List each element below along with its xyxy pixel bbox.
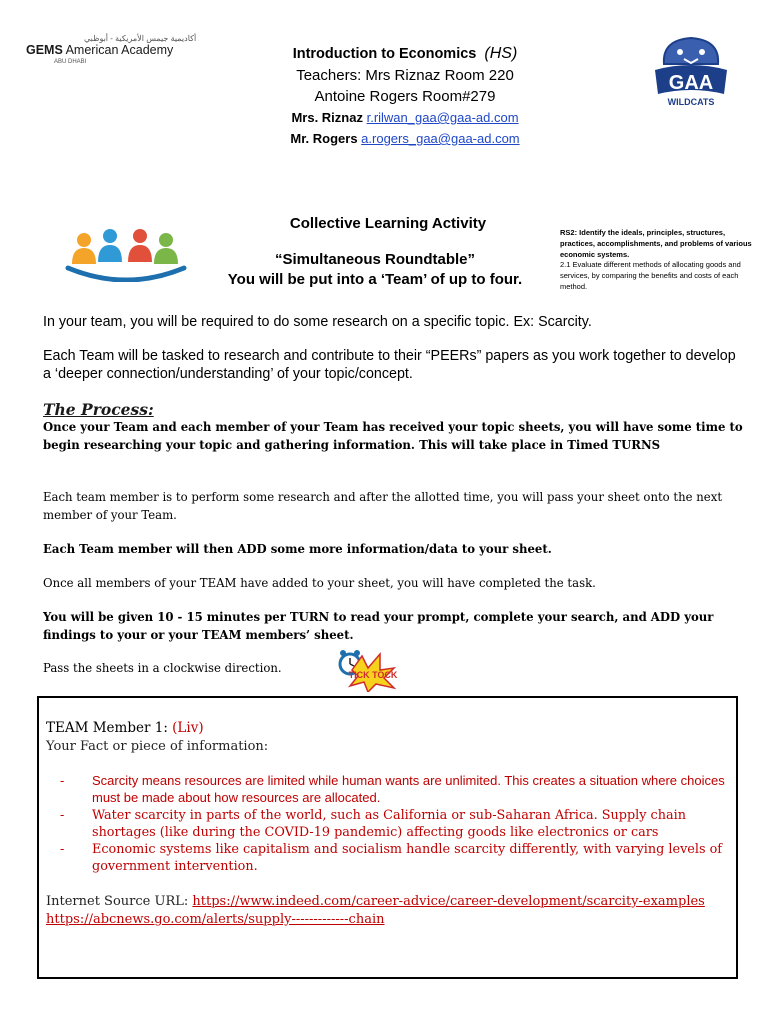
- email-link-rogers[interactable]: a.rogers_gaa@gaa-ad.com: [361, 131, 520, 146]
- gaa-logo-sub: WILDCATS: [667, 97, 715, 107]
- email-link-riznaz[interactable]: r.rilwan_gaa@gaa-ad.com: [366, 110, 519, 125]
- ticktock-text: TICK TOCK: [348, 670, 398, 680]
- activity-subtitle: “Simultaneous Roundtable”: [274, 251, 475, 268]
- source-label: Internet Source URL:: [46, 894, 193, 909]
- process-step-1: Once your Team and each member of your Team has received your topic sheets, you will have some time to begin researching your topic and gathering information. This will take place in Timed TURNS: [43, 420, 743, 452]
- activity-title: Collective Learning Activity: [289, 215, 487, 232]
- list-item: - Economic systems like capitalism and socialism handle scarcity differently, with varying levels of government intervention.: [60, 842, 723, 874]
- alarm-clock-icon: [332, 648, 398, 692]
- team-member-title: TEAM Member 1: (Liv): [46, 720, 204, 736]
- process-step-4: Once all members of your TEAM have added to your sheet, you will have completed the task.: [43, 576, 596, 590]
- gaa-logo-text: GAA: [668, 72, 714, 94]
- teachers-line: Teachers: Mrs Riznaz Room 220: [296, 67, 514, 84]
- process-step-3: Each Team member will then ADD some more information/data to your sheet.: [43, 542, 552, 556]
- fact-list: [60, 772, 740, 875]
- source-link-2[interactable]: https://abcnews.go.com/alerts/supply-------------chain: [46, 912, 385, 927]
- source-link-1[interactable]: https://www.indeed.com/career-advice/career-development/scarcity-examples: [192, 894, 705, 909]
- people-team-icon: [62, 224, 190, 282]
- process-step-6: Pass the sheets in a clockwise direction.: [43, 661, 282, 675]
- activity-subtitle-block: [190, 250, 560, 290]
- activity-team-line: You will be put into a ‘Team’ of up to four.: [227, 271, 523, 288]
- list-item: - Scarcity means resources are limited while human wants are unlimited. This creates a situation where choices must be made about how resources are allocated.: [60, 773, 725, 805]
- gems-logo: [24, 34, 197, 70]
- source-url-row: [46, 893, 736, 929]
- gems-arabic-name: أكاديمية جيمس الأمريكية - أبوظبي: [84, 34, 197, 43]
- gems-city: ABU DHABI: [54, 59, 87, 65]
- contact-rogers: Mr. Rogers a.rogers_gaa@gaa-ad.com: [290, 131, 520, 146]
- process-heading: The Process:: [43, 400, 154, 419]
- teacher2-line: Antoine Rogers Room#279: [314, 88, 496, 105]
- process-step-2: Each team member is to perform some research and after the allotted time, you will pass your sheet onto the next member of your Team.: [43, 490, 723, 522]
- list-item: - Water scarcity in parts of the world, such as California or sub-Saharan Africa. Supply chain shortages (like during the COVID-19 pandemic) affecting goods like electronics or cars: [60, 808, 686, 840]
- contact-riznaz: Mrs. Riznaz r.rilwan_gaa@gaa-ad.com: [291, 110, 519, 125]
- process-step-5: You will be given 10 - 15 minutes per TURN to read your prompt, complete your search, and ADD your findings to your or your TEAM members’ sheet.: [43, 610, 714, 642]
- standard-2-1: 2.1 Evaluate different methods of allocating goods and services, by comparing the benefits and costs of each method.: [560, 260, 741, 291]
- standard-note: [560, 228, 758, 293]
- gems-school-name: GEMS American Academy: [26, 43, 174, 57]
- course-title: Introduction to Economics (HS): [292, 45, 518, 62]
- team-member-name: (Liv): [172, 720, 204, 736]
- gaa-wildcats-logo: [650, 30, 732, 110]
- fact-label: Your Fact or piece of information:: [46, 739, 269, 754]
- standard-rs2: RS2: Identify the ideals, principles, structures, practices, accomplishments, and problems of various economic systems.: [560, 228, 752, 259]
- intro-paragraph-1: In your team, you will be required to do some research on a specific topic. Ex: Scarcity.: [43, 314, 592, 330]
- course-header: [230, 43, 580, 149]
- intro-paragraph-2: Each Team will be tasked to research and contribute to their “PEERs” papers as you work together to develop a ‘deeper connection/understanding’ of your topic/concept.: [43, 348, 736, 382]
